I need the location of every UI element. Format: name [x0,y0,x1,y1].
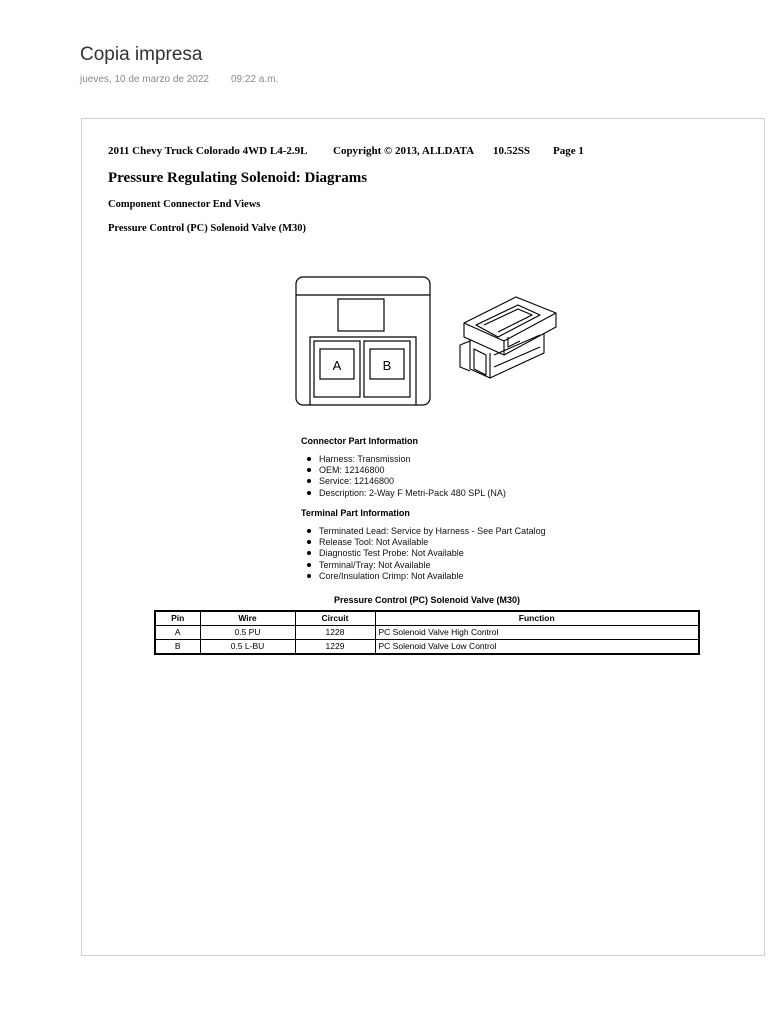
pin-a-label: A [332,358,342,373]
connector-info-heading: Connector Part Information [301,436,419,446]
connector-isometric-view [460,297,556,378]
document-header [108,145,584,157]
connector-diagram [294,275,564,415]
table-row [155,626,699,640]
table-cell: 1229 [295,640,375,655]
component-subtitle: Pressure Control (PC) Solenoid Valve (M30) [108,223,307,234]
list-item: Terminated Lead: Service by Harness - See Part Catalog [319,526,546,536]
table-cell: 0.5 L-BU [200,640,295,655]
note-timestamp [80,74,278,85]
list-item: Release Tool: Not Available [319,537,546,548]
list-item: Service: 12146800 [319,476,506,487]
table-cell: B [155,640,200,655]
table-cell: A [155,626,200,640]
list-item: Harness: Transmission [319,454,506,465]
column-header: Circuit [295,611,375,626]
note-date: jueves, 10 de marzo de 2022 [80,74,209,85]
list-item: Terminal/Tray: Not Available [319,560,546,571]
table-cell: 1228 [295,626,375,640]
connector-end-view [296,277,430,405]
table-header-row [155,611,699,626]
header-page: Page 1 [553,145,584,157]
table-cell: PC Solenoid Valve Low Control [375,640,699,655]
header-copyright: Copyright © 2013, ALLDATA [333,145,475,157]
connector-info-list [301,454,506,499]
list-item: Core/Insulation Crimp: Not Available [319,571,546,582]
column-header: Wire [200,611,295,626]
list-item: Diagnostic Test Probe: Not Available [319,548,546,559]
note-time: 09:22 a.m. [230,74,279,85]
table-cell: PC Solenoid Valve High Control [375,626,699,640]
table-row [155,640,699,655]
document-title: Pressure Regulating Solenoid: Diagrams [108,170,368,186]
header-version: 10.52SS [493,145,530,157]
printout-page [81,118,765,956]
pin-table [154,610,700,655]
note-title: Copia impresa [80,44,203,65]
list-item: Description: 2-Way F Metri-Pack 480 SPL (NA) [319,487,506,498]
column-header: Pin [155,611,200,626]
column-header: Function [375,611,699,626]
terminal-info-list [301,526,546,582]
pin-table-title: Pressure Control (PC) Solenoid Valve (M30) [333,595,521,605]
table-cell: 0.5 PU [200,626,295,640]
pin-b-label: B [382,358,392,373]
list-item: OEM: 12146800 [319,465,506,476]
terminal-info-heading: Terminal Part Information [301,508,410,518]
header-vehicle: 2011 Chevy Truck Colorado 4WD L4-2.9L [108,145,308,157]
section-subtitle: Component Connector End Views [108,199,261,210]
